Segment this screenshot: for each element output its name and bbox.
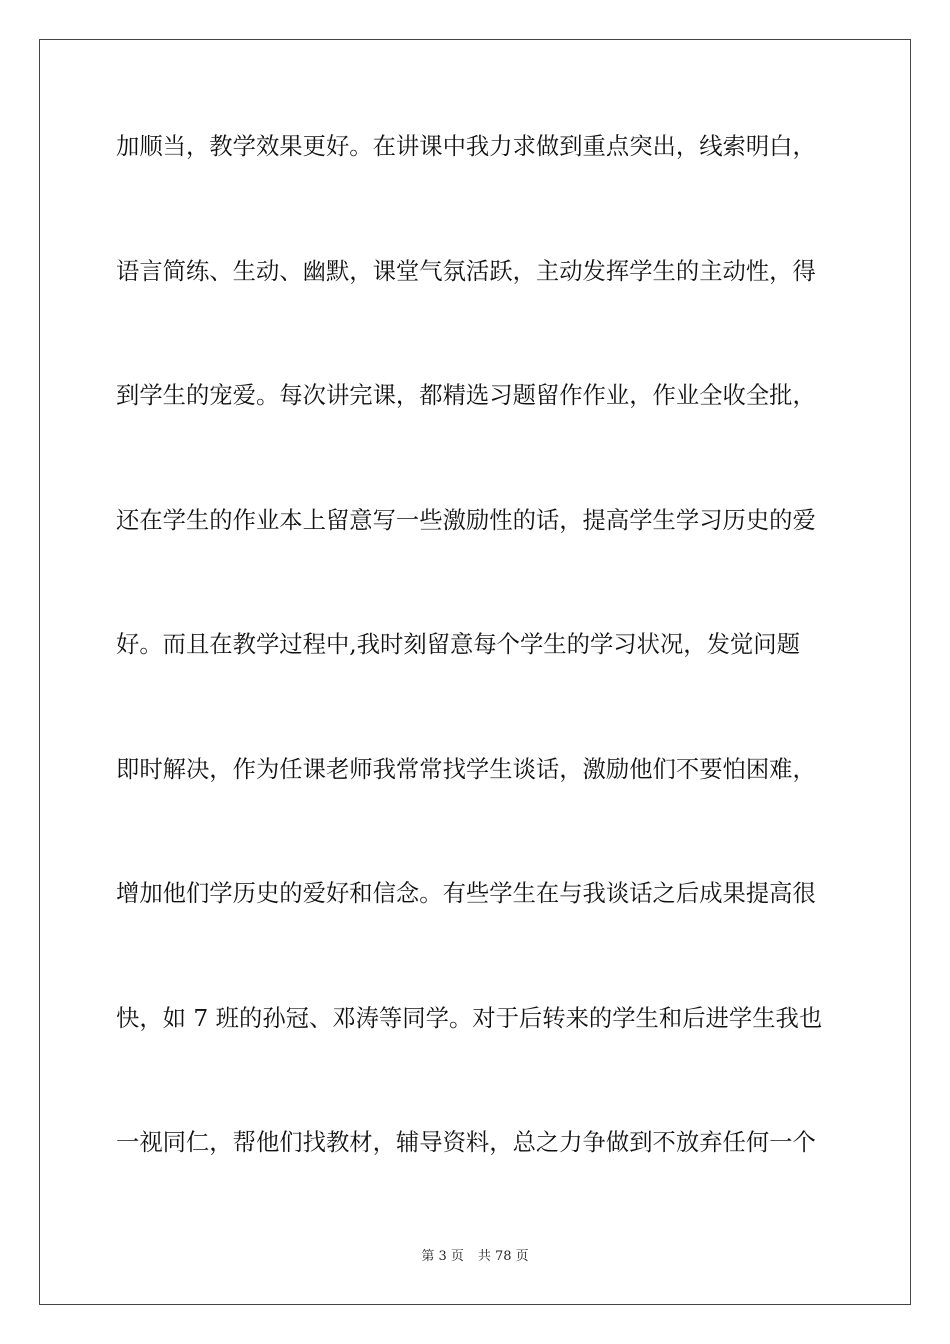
text-line: 一视同仁，帮他们找教材，辅导资料，总之力争做到不放弃任何一个 [116, 1128, 816, 1156]
text-line: 加顺当，教学效果更好。在讲课中我力求做到重点突出，线索明白， [116, 132, 816, 160]
text-line: 快，如 7 班的孙冠、邓涛等同学。对于后转来的学生和后进学生我也 [116, 1003, 823, 1032]
page-total: 共 78 页 [477, 1249, 529, 1264]
text-line: 到学生的宠爱。每次讲完课，都精选习题留作作业，作业全收全批， [116, 381, 816, 409]
text-line: 语言简练、生动、幽默，课堂气氛活跃，主动发挥学生的主动性，得 [116, 256, 816, 285]
page-number: 第 3 页 [421, 1249, 464, 1264]
text-line: 还在学生的作业本上留意写一些激励性的话，提高学生学习历史的爱 [116, 505, 816, 534]
text-line: 增加他们学历史的爱好和信念。有些学生在与我谈话之后成果提高很 [116, 879, 816, 907]
text-line: 好。而且在教学过程中,我时刻留意每个学生的学习状况，发觉问题 [116, 630, 800, 658]
page-footer [0, 1248, 950, 1266]
text-line: 即时解决，作为任课老师我常常找学生谈话，激励他们不要怕困难， [116, 754, 816, 783]
body-text [116, 126, 836, 1247]
